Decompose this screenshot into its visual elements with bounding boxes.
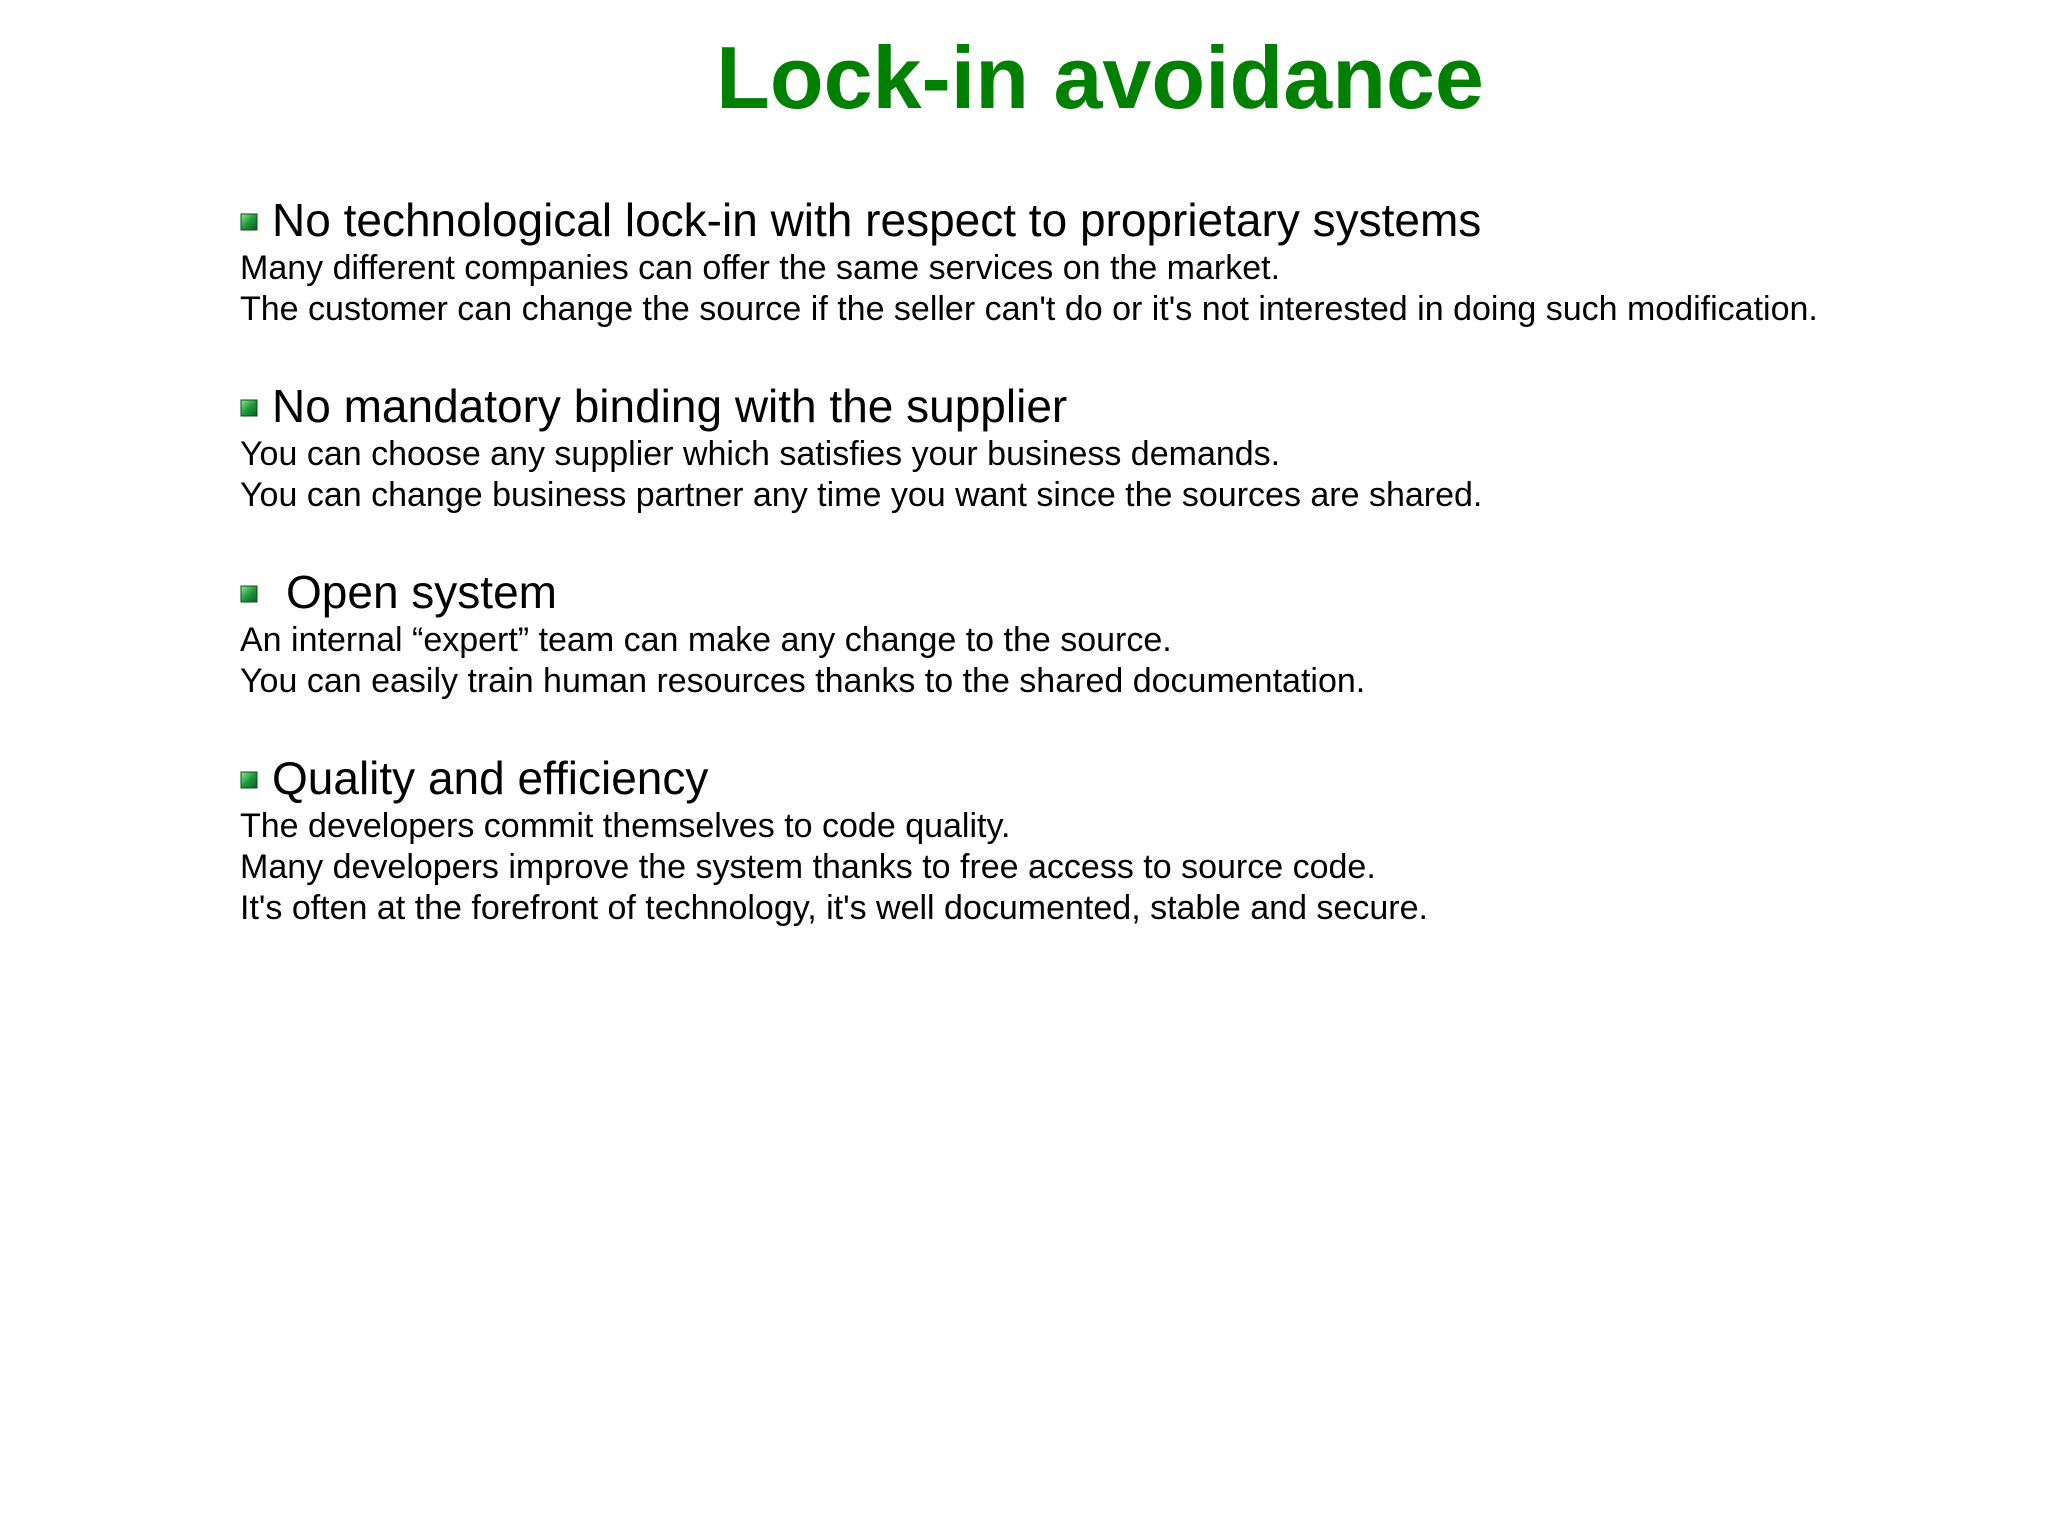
section-line: Many different companies can offer the same services on the market.	[240, 249, 1281, 287]
section-quality-efficiency	[240, 750, 2000, 929]
green-square-bullet-icon	[240, 213, 258, 231]
section-heading: Open system	[286, 566, 557, 618]
section-line: An internal “expert” team can make any change to the source.	[240, 621, 1172, 659]
section-line: You can choose any supplier which satisfies your business demands.	[240, 435, 1281, 473]
green-square-bullet-icon	[240, 585, 258, 603]
section-heading-row	[240, 564, 2000, 620]
section-heading: No mandatory binding with the supplier	[272, 380, 1068, 432]
section-supplier-binding	[240, 378, 2000, 516]
section-heading-row	[240, 378, 2000, 434]
section-line: You can change business partner any time you want since the sources are shared.	[240, 476, 1483, 514]
section-line: It's often at the forefront of technology, it's well documented, stable and secure.	[240, 889, 1428, 927]
green-square-bullet-icon	[240, 771, 258, 789]
green-square-bullet-icon	[240, 399, 258, 417]
section-line: Many developers improve the system thanks to free access to source code.	[240, 848, 1376, 886]
section-line: You can easily train human resources thanks to the shared documentation.	[240, 662, 1366, 700]
section-open-system	[240, 564, 2000, 702]
section-line: The customer can change the source if the seller can't do or it's not interested in doing such modification.	[240, 290, 1818, 328]
section-technological-lock-in	[240, 192, 2000, 330]
bullet-list	[240, 192, 2000, 977]
slide-title: Lock-in avoidance	[716, 28, 1484, 127]
section-heading: Quality and efficiency	[272, 752, 709, 804]
section-line: The developers commit themselves to code quality.	[240, 807, 1011, 845]
section-heading-row	[240, 750, 2000, 806]
section-heading-row	[240, 192, 2000, 248]
section-heading: No technological lock-in with respect to proprietary systems	[272, 194, 1482, 246]
